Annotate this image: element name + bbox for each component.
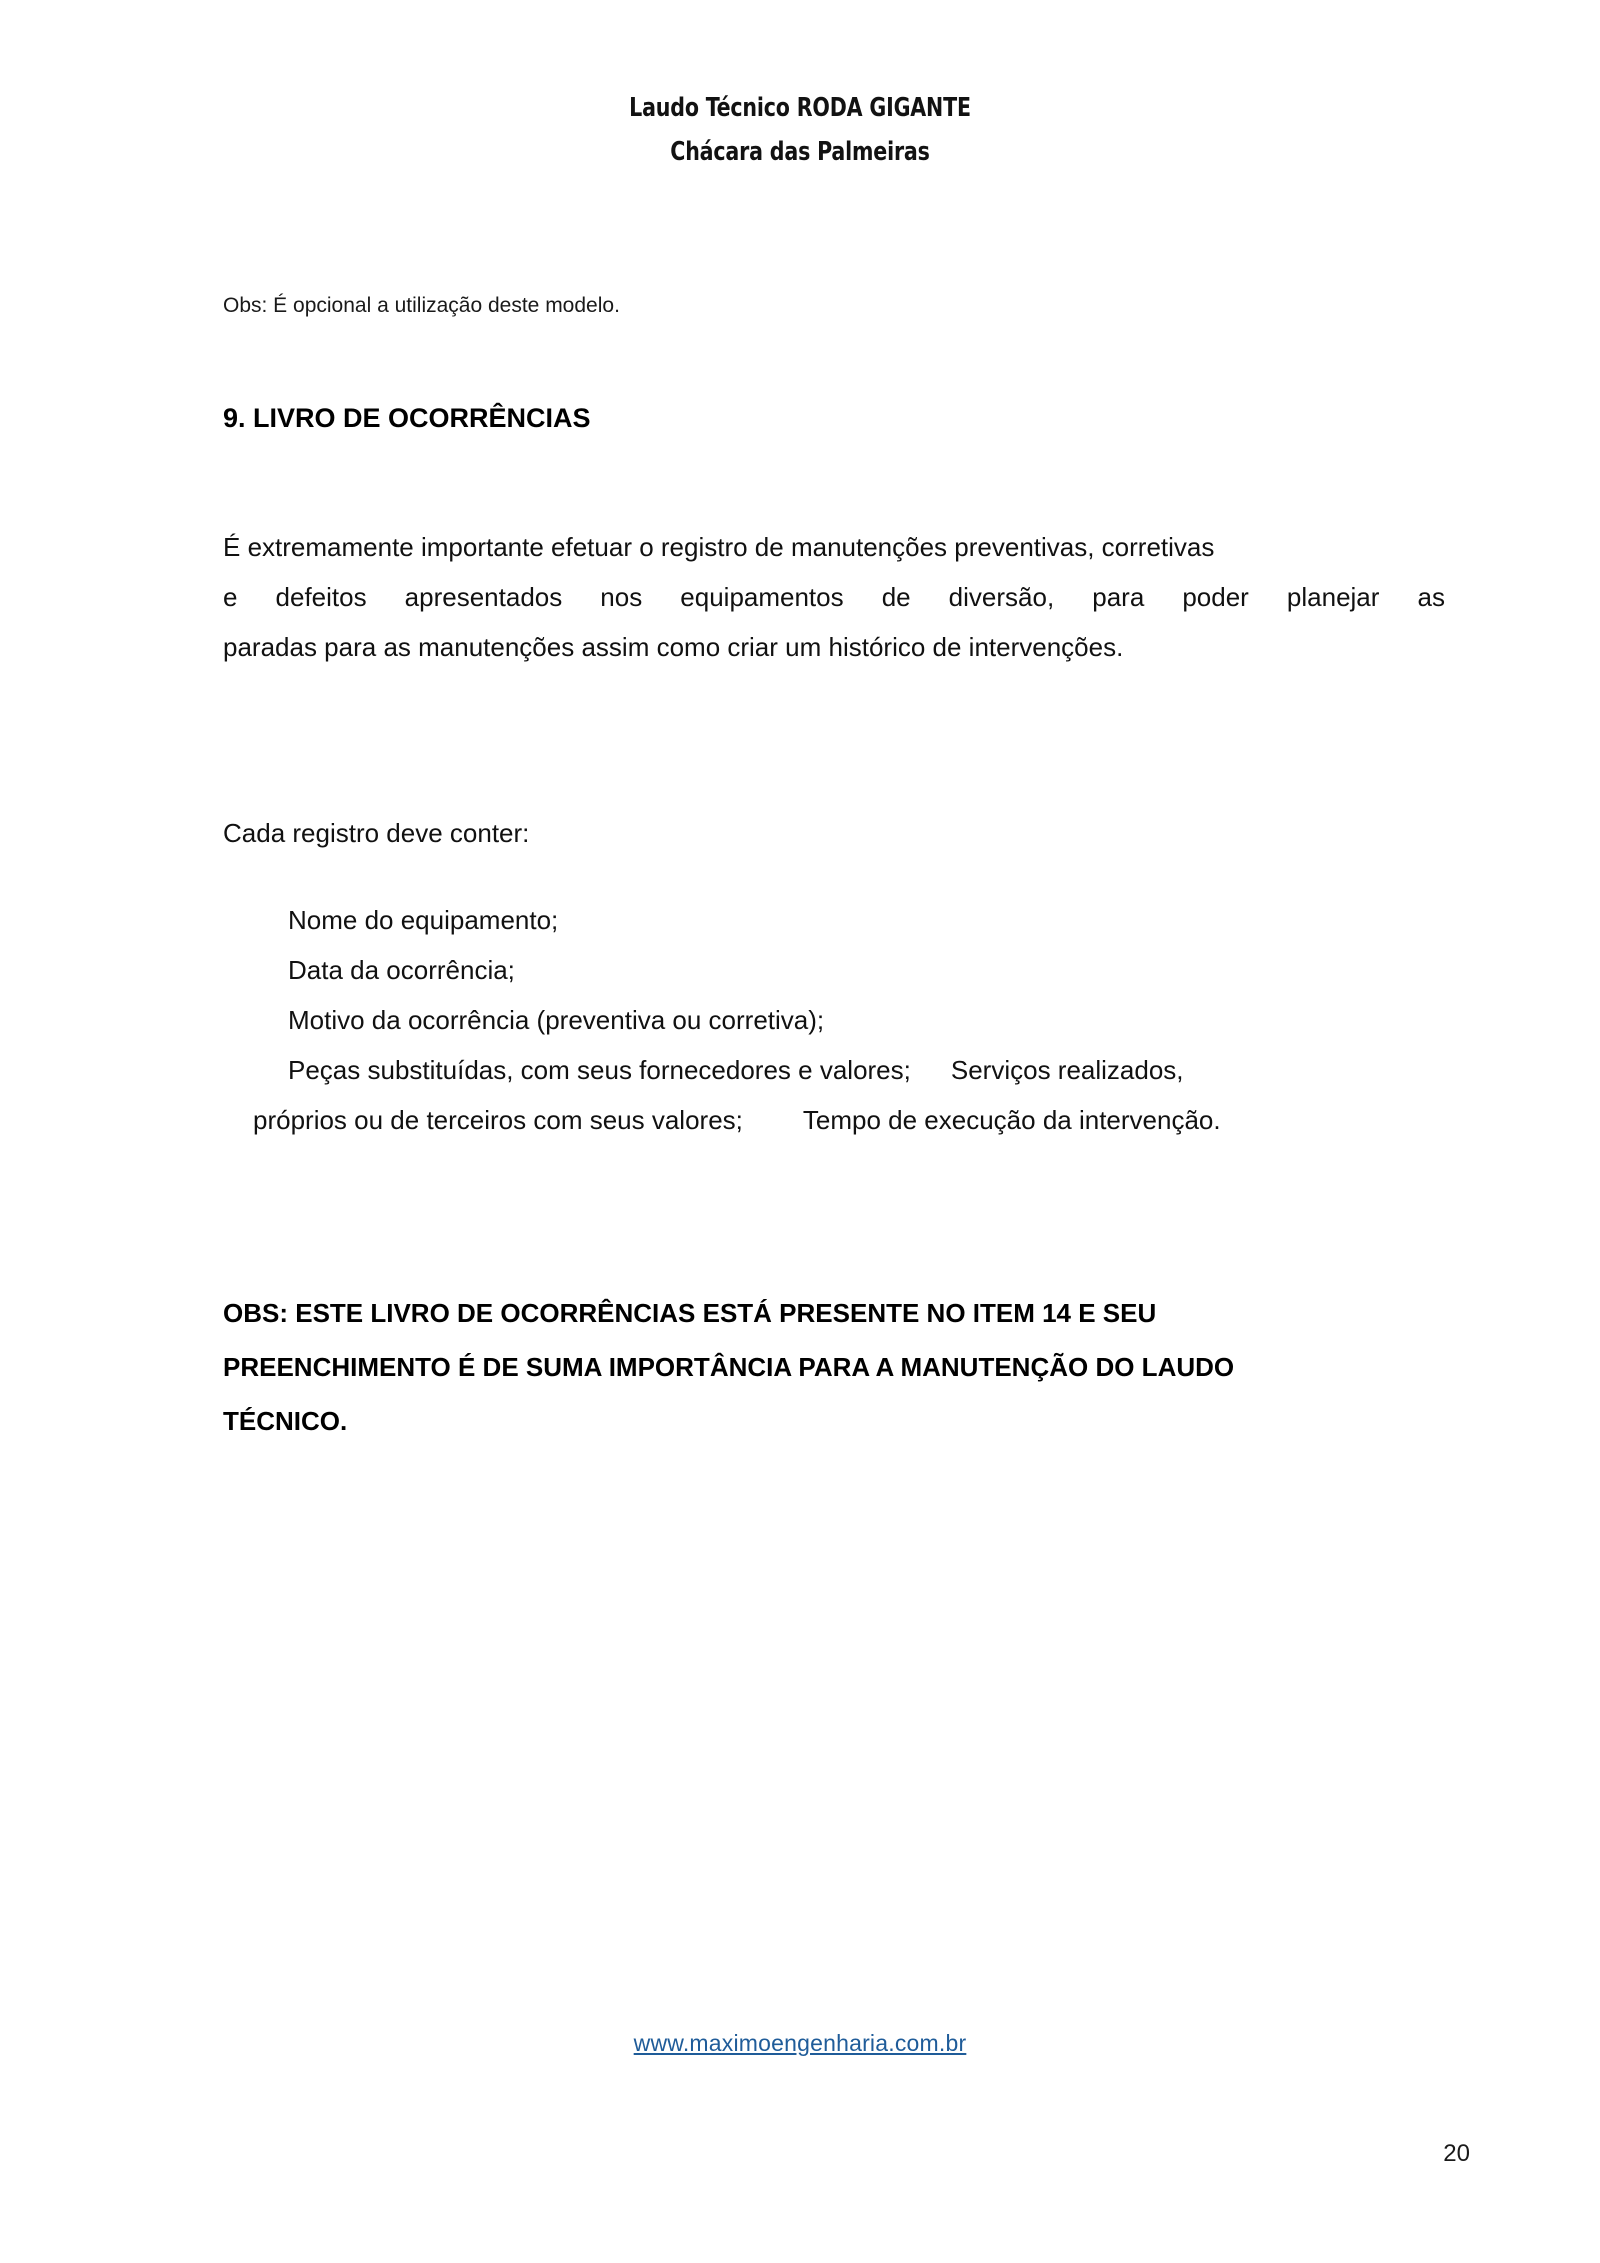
list-item-segment: Tempo de execução da intervenção. (802, 1105, 1221, 1135)
paragraph-word: de (881, 582, 911, 612)
paragraph-word: e (223, 582, 238, 612)
obs-emphasis-line-2: PREENCHIMENTO É DE SUMA IMPORTÂNCIA PARA A MANUTENÇÃO DO LAUDO (223, 1352, 1235, 1382)
page-number: 20 (1443, 2140, 1470, 2167)
document-subtitle: Chácara das Palmeiras (670, 137, 930, 167)
paragraph-line-3: paradas para as manutenções assim como criar um histórico de intervenções. (223, 632, 1124, 662)
paragraph-word: apresentados (404, 582, 563, 612)
obs-emphasis-block (223, 1286, 1445, 1448)
obs-note: Obs: É opcional a utilização deste modelo. (223, 294, 620, 317)
list-item (223, 1095, 1445, 1145)
paragraph-line-2 (223, 572, 1445, 622)
list-item: Nome do equipamento; (288, 905, 559, 935)
paragraph-line-1: É extremamente importante efetuar o registro de manutenções preventivas, corretivas (223, 532, 1215, 562)
list-item-segment: Serviços realizados, (950, 1055, 1184, 1085)
list-item: Data da ocorrência; (288, 955, 515, 985)
paragraph-word: poder (1182, 582, 1249, 612)
list-item-segment: próprios ou de terceiros com seus valores; (253, 1105, 743, 1135)
paragraph-word: defeitos (275, 582, 367, 612)
paragraph-word: nos (600, 582, 643, 612)
list-item: Motivo da ocorrência (preventiva ou corretiva); (288, 1005, 825, 1035)
obs-emphasis-line-1: OBS: ESTE LIVRO DE OCORRÊNCIAS ESTÁ PRESENTE NO ITEM 14 E SEU (223, 1298, 1157, 1328)
section-heading-livro-de-ocorrencias: 9. LIVRO DE OCORRÊNCIAS (223, 403, 591, 433)
footer (0, 2030, 1600, 2057)
paragraph-word: para (1092, 582, 1145, 612)
paragraph-word: planejar (1286, 582, 1380, 612)
paragraph-word: equipamentos (680, 582, 844, 612)
website-link[interactable]: www.maximoengenharia.com.br (633, 2030, 967, 2056)
document-header (0, 86, 1600, 174)
requirements-list (223, 895, 1445, 1145)
list-item-segment: Peças substituídas, com seus fornecedores e valores; (288, 1055, 911, 1085)
paragraph-word: as (1417, 582, 1445, 612)
document-title: Laudo Técnico RODA GIGANTE (629, 93, 971, 123)
lead-line-cada-registro: Cada registro deve conter: (223, 818, 530, 848)
list-item (223, 1045, 1445, 1095)
intro-paragraph (223, 522, 1445, 672)
paragraph-word: diversão, (948, 582, 1055, 612)
obs-emphasis-line-3: TÉCNICO. (223, 1406, 348, 1436)
